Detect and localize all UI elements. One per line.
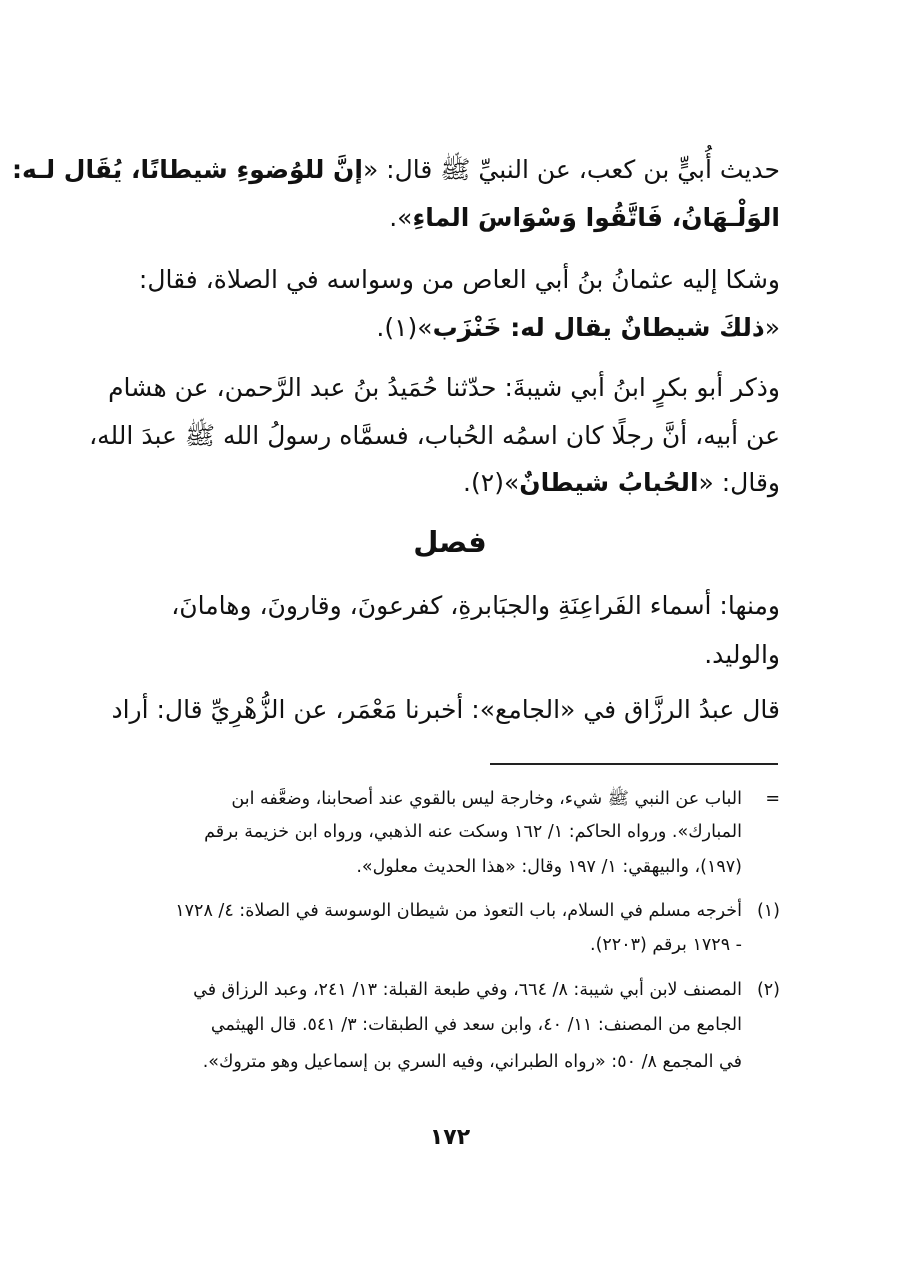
paragraph-4-line-1: ومنها: أسماء الفَراعِنَةِ والجبَابرةِ، كفرعونَ، وقارونَ، وهامانَ، [171, 591, 780, 620]
footnote-1-line-1: أخرجه مسلم في السلام، باب التعوذ من شيطان الوسوسة في الصلاة: ٤/ ١٧٢٨ [175, 901, 742, 921]
paragraph-3-line-2: عن أبيه، أنَّ رجلًا كان اسمُه الحُباب، فسمَّاه رسولُ الله ﷺ عبدَ الله، [89, 421, 780, 450]
footnote-continuation-line-1: الباب عن النبي ﷺ شيء، وخارجة ليس بالقوي عند أصحابنا، وضعَّفه ابن [231, 789, 742, 809]
paragraph-2-line-2 [120, 310, 780, 346]
quote-bold: ذلكَ شيطانٌ يقال له: خَنْزَب [432, 313, 765, 342]
quote-open: « [764, 313, 780, 342]
quote-close: ». [389, 203, 413, 232]
quote-bold: الحُبابُ شيطانٌ [519, 468, 699, 497]
said-text: وقال: « [698, 468, 780, 497]
paragraph-3-line-3 [120, 465, 780, 501]
hadith-intro-text: حديث أُبيٍّ بن كعب، عن النبيِّ ﷺ قال: « [362, 155, 780, 184]
footnote-2-line-3: في المجمع ٨/ ٥٠: «رواه الطبراني، وفيه السري بن إسماعيل وهو متروك». [202, 1052, 742, 1072]
footnote-continuation-line-2: المبارك». ورواه الحاكم: ١/ ١٦٢ وسكت عنه الذهبي، ورواه ابن خزيمة برقم [204, 822, 742, 842]
footnote-2-line-1: المصنف لابن أبي شيبة: ٨/ ٦٦٤، وفي طبعة القبلة: ١٣/ ٢٤١، وعبد الرزاق في [193, 980, 742, 1000]
hadith-quote-bold-cont: الوَلْـهَانُ، فَاتَّقُوا وَسْوَاسَ الماءِ [412, 203, 780, 232]
footnote-continuation-marker: = [765, 789, 780, 809]
footnote-separator [490, 763, 778, 765]
footnote-1-line-2: - ١٧٢٩ برقم (٢٢٠٣). [590, 935, 742, 955]
section-heading: فصل [413, 525, 487, 559]
footnote-2-line-2: الجامع من المصنف: ١١/ ٤٠، وابن سعد في الطبقات: ٣/ ٥٤١. قال الهيثمي [210, 1015, 742, 1035]
quote-close-footnote: »(١). [376, 313, 433, 342]
footnote-2-marker: (٢) [756, 980, 780, 1000]
paragraph-1-line-2 [120, 200, 780, 236]
paragraph-4-line-2: والوليد. [704, 640, 780, 669]
page-number: ١٧٢ [429, 1125, 471, 1150]
paragraph-3-line-1: وذكر أبو بكرٍ ابنُ أبي شيبةَ: حدّثنا حُمَيدُ بنُ عبد الرَّحمن، عن هشام [108, 373, 780, 402]
footnote-continuation-line-3: (١٩٧)، والبيهقي: ١/ ١٩٧ وقال: «هذا الحديث معلول». [356, 857, 742, 877]
paragraph-2-line-1: وشكا إليه عثمانُ بنُ أبي العاص من وسواسه في الصلاة، فقال: [138, 265, 780, 294]
paragraph-5-line-1: قال عبدُ الرزَّاق في «الجامع»: أخبرنا مَعْمَر، عن الزُّهْرِيِّ قال: أراد [111, 695, 780, 724]
quote-close-footnote: »(٢). [463, 468, 520, 497]
hadith-quote-bold: إنَّ للوُضوءِ شيطانًا، يُقَال لـه: [11, 155, 363, 184]
footnote-1-marker: (١) [756, 901, 780, 921]
paragraph-1-line-1 [11, 152, 780, 188]
